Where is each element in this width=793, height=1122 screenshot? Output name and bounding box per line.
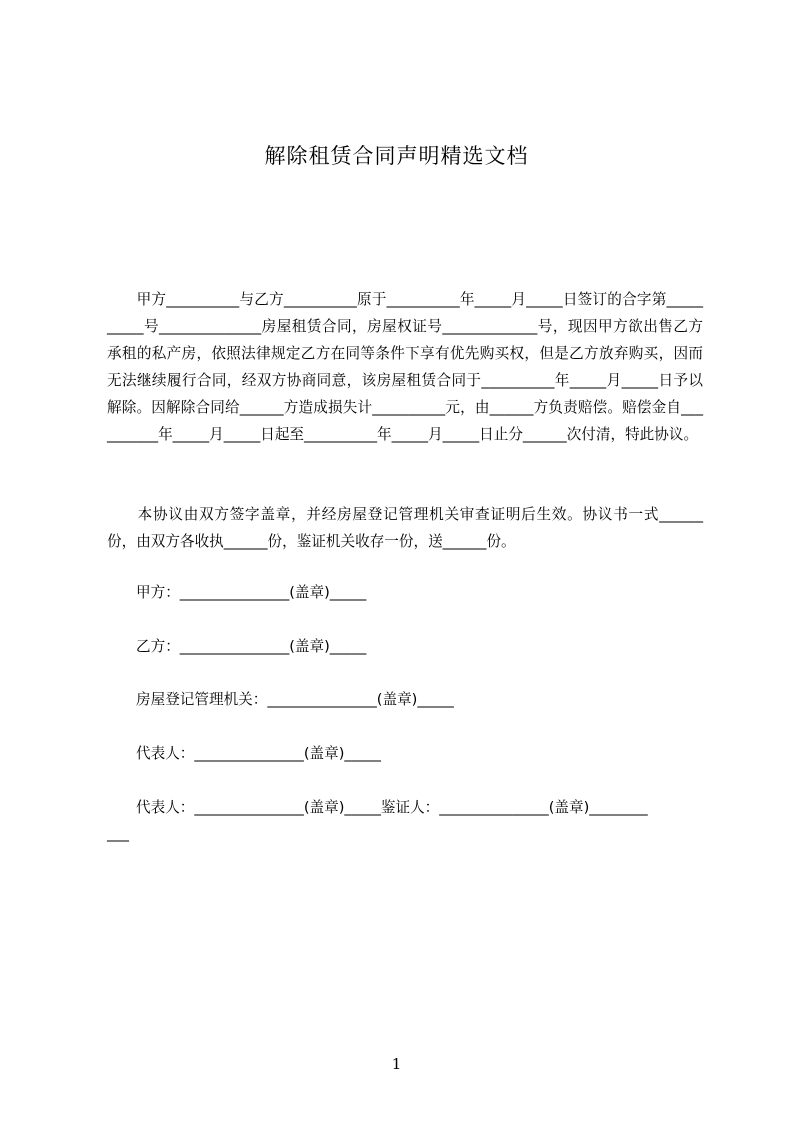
signature-representative: 代表人：_______________(盖章)_____ — [136, 745, 381, 762]
signature-party-a: 甲方：_______________(盖章)_____ — [136, 584, 367, 601]
document-title: 解除租赁合同声明精选文档 — [264, 144, 529, 168]
agreement-paragraph-1: 甲方__________与乙方__________原于__________年_____月_____日签订的合字第__________号______________房屋租赁合同，房屋权证号_____________号，现因甲方欲出售乙方承租的私产房，依照法律规定乙方在同等条件下享有优先购买权，但是乙方放弃购买，因而无法继续履行合同，经双方协商同意，该房屋租赁合同于__________年_____月_____日予以解除。因解除合同给______方造成损失计__________元，由______方负责赔偿。赔偿金自__________年_____月_____日起至__________年_____月_____日止分______次付清，特此协议。 — [107, 291, 703, 443]
signature-registry: 房屋登记管理机关：_______________(盖章)_____ — [136, 691, 454, 708]
signature-representative-witness: 代表人：_______________(盖章)_____鉴证人：_______________(盖章)________ — [136, 799, 648, 816]
signature-party-b: 乙方：_______________(盖章)_____ — [136, 638, 367, 655]
signature-trailing-blank: ___ — [107, 825, 129, 842]
agreement-paragraph-2: 本协议由双方签字盖章，并经房屋登记管理机关审查证明后生效。协议书一式______份，由双方各收执______份，鉴证机关收存一份，送______份。 — [107, 506, 703, 550]
page-number: 1 — [391, 1055, 402, 1073]
